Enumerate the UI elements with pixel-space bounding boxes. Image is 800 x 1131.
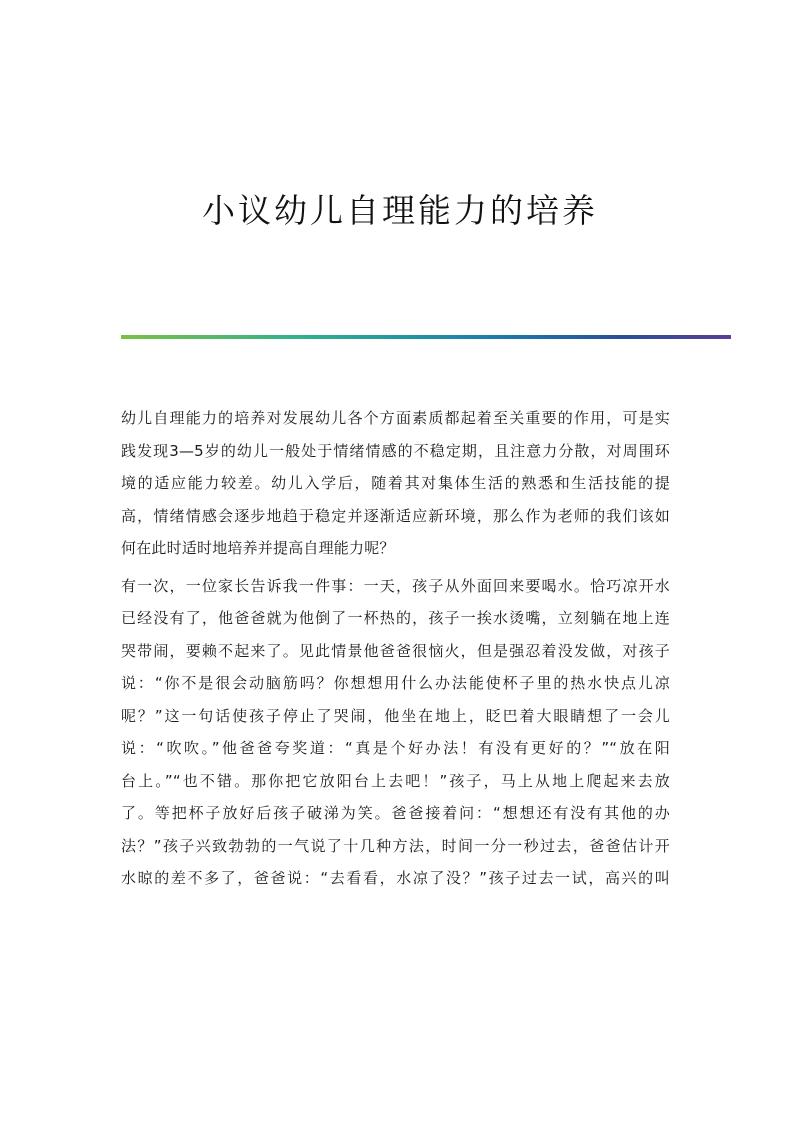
text-line: 水晾的差不多了，爸爸说：“去看看，水凉了没？”孩子过去一试，高兴的叫 [121, 869, 670, 887]
text-line: 了。等把杯子放好后孩子破涕为笑。爸爸接着问：“想想还有没有其他的办 [121, 804, 670, 822]
text-line: 践发现3—5岁的幼儿一般处于情绪情感的不稳定期，且注意力分散，对周围环 [121, 441, 670, 460]
text-line: 哭带闹，要赖不起来了。见此情景他爸爸很恼火，但是强忍着没发做，对孩子 [121, 641, 670, 660]
document-title: 小议幼儿自理能力的培养 [202, 191, 598, 230]
text-line: 法？”孩子兴致勃勃的一气说了十几种方法，时间一分一秒过去，爸爸估计开 [121, 836, 670, 855]
text-line: 何在此时适时地培养并提高自理能力呢？ [121, 539, 395, 557]
text-line: 高，情绪情感会逐步地趋于稳定并逐渐适应新环境，那么作为老师的我们该如 [121, 506, 670, 525]
text-line: 说：“你不是很会动脑筋吗？你想想用什么办法能使杯子里的热水快点儿凉 [121, 674, 670, 692]
text-line: 有一次，一位家长告诉我一件事：一天，孩子从外面回来要喝水。恰巧凉开水 [121, 576, 670, 595]
text-line: 幼儿自理能力的培养对发展幼儿各个方面素质都起着至关重要的作用，可是实 [121, 409, 670, 427]
text-line: 呢？”这一句话使孩子停止了哭闹，他坐在地上，眨巴着大眼睛想了一会儿 [121, 706, 670, 725]
text-line: 境的适应能力较差。幼儿入学后，随着其对集体生活的熟悉和生活技能的提 [121, 474, 670, 492]
text-line: 已经没有了，他爸爸就为他倒了一杯热的，孩子一挨水烫嘴，立刻躺在地上连 [121, 609, 670, 627]
title-divider [121, 335, 731, 339]
paragraph [121, 570, 670, 895]
text-line: 台上。”“也不错。那你把它放阳台上去吧！”孩子，马上从地上爬起来去放 [121, 771, 670, 790]
text-line: 说：“吹吹。”他爸爸夸奖道：“真是个好办法！有没有更好的？”“放在阳 [121, 739, 670, 757]
document-body [121, 402, 670, 900]
paragraph [121, 402, 670, 565]
